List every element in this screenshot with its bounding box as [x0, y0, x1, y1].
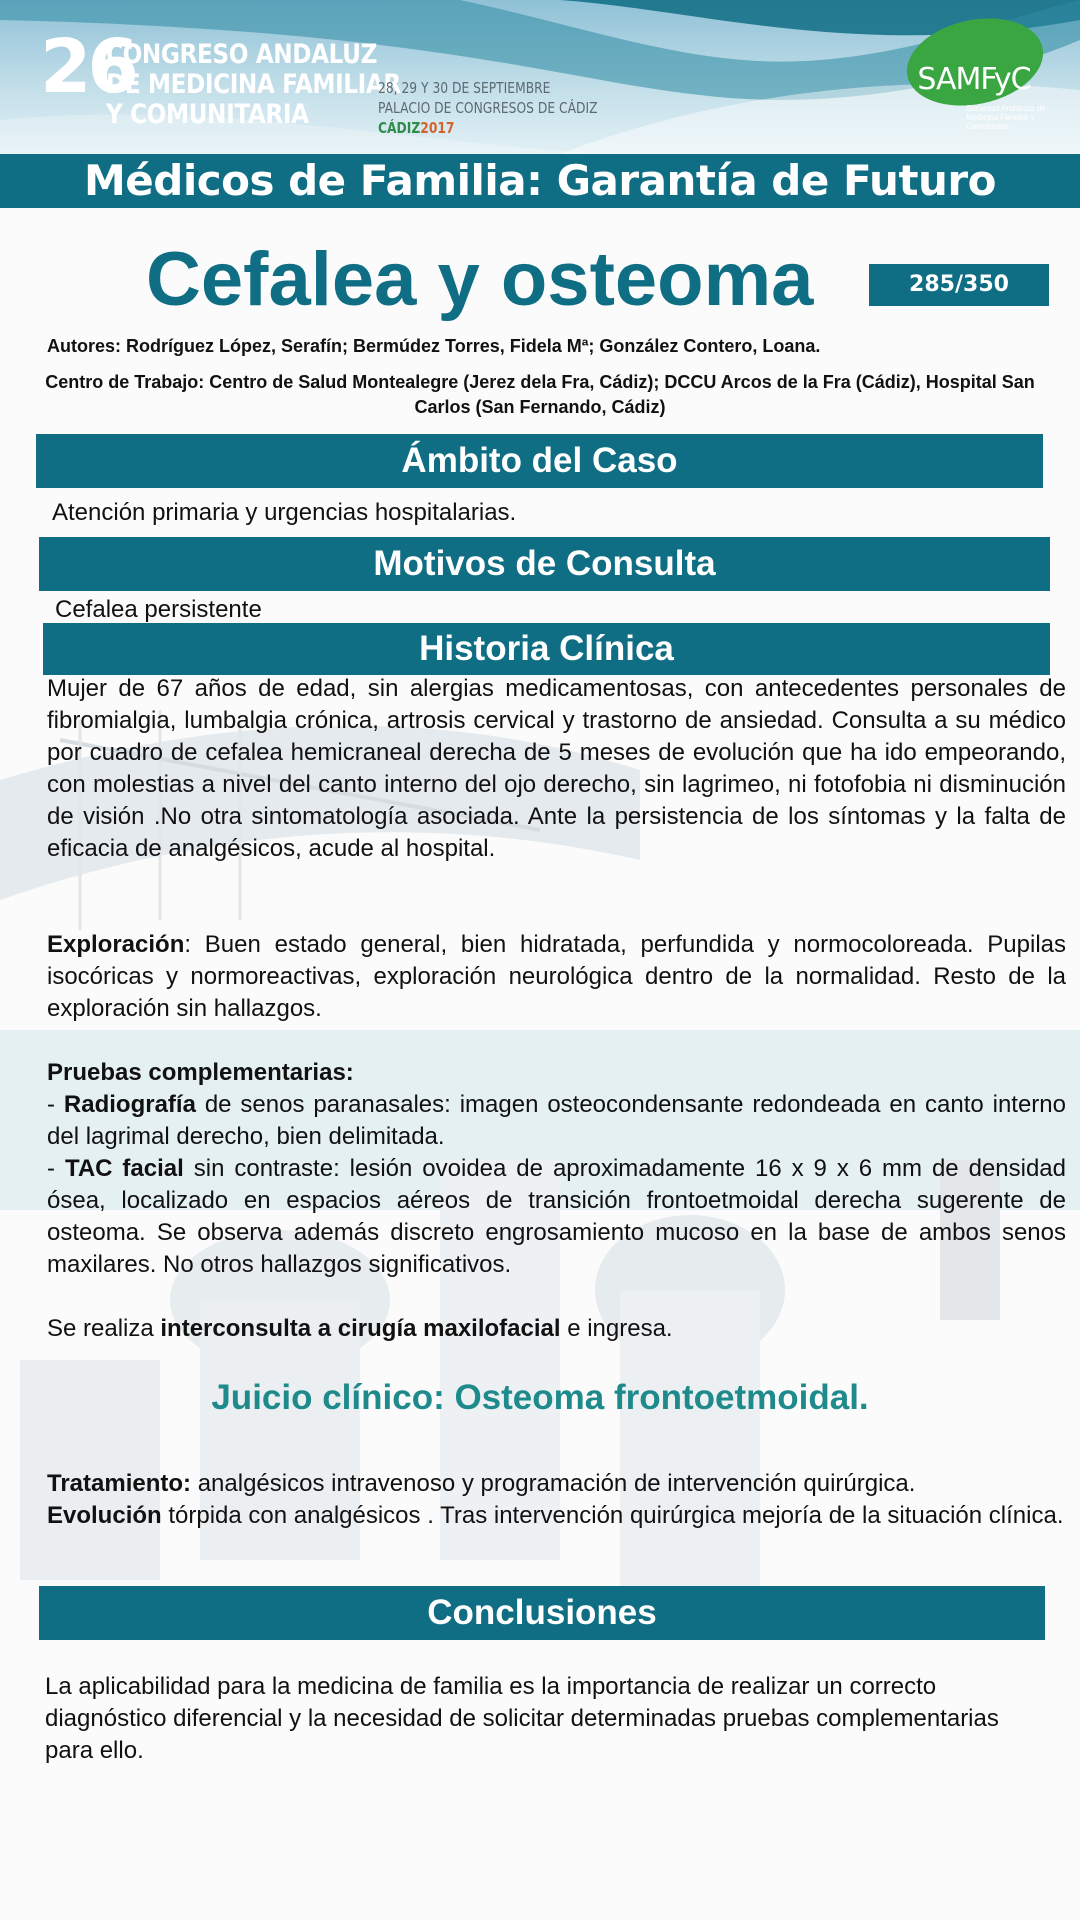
radiografia-text: de senos paranasales: imagen osteocondensante redondeada en canto interno del lagrimal derecho, bien delimitada. — [47, 1091, 1066, 1150]
tratamiento-label: Tratamiento: — [47, 1470, 192, 1497]
exploracion-text: : Buen estado general, bien hidratada, perfundida y normocoloreada. Pupilas isocóricas y normoreactivas, exploración neurológica dentro de la normalidad. Resto de la exploración sin hallazgos. — [47, 931, 1066, 1022]
exploracion-label: Exploración — [47, 931, 185, 958]
congress-title — [106, 40, 401, 130]
interconsulta-pre: Se realiza — [47, 1315, 161, 1342]
tac-prefix: - — [47, 1155, 65, 1182]
pruebas-label — [47, 1057, 1066, 1089]
tratamiento-text: analgésicos intravenoso y programación de intervención quirúrgica. — [191, 1470, 916, 1497]
pruebas-label-text: Pruebas complementarias: — [47, 1059, 354, 1086]
interconsulta-post: e ingresa. — [560, 1315, 673, 1342]
congress-venue: PALACIO DE CONGRESOS DE CÁDIZ — [378, 99, 598, 117]
radiografia-prefix: - — [47, 1091, 64, 1118]
congress-year: 2017 — [420, 119, 455, 137]
congress-title-line: CONGRESO ANDALUZ — [106, 39, 377, 70]
section-conclusiones-header: Conclusiones — [39, 1586, 1045, 1640]
slogan-bar: Médicos de Familia: Garantía de Futuro — [0, 154, 1080, 208]
page-title: Cefalea y osteoma — [146, 237, 814, 322]
evolucion-paragraph — [47, 1500, 1066, 1532]
ambito-text: Atención primaria y urgencias hospitalarias. — [52, 499, 517, 526]
congress-info — [378, 78, 598, 138]
tac-label: TAC facial — [64, 1155, 184, 1182]
interconsulta-paragraph — [47, 1313, 1066, 1345]
section-ambito-header: Ámbito del Caso — [36, 434, 1043, 488]
tac-paragraph — [47, 1153, 1066, 1281]
case-number-badge: 285/350 — [869, 264, 1049, 306]
evolucion-text: tórpida con analgésicos . Tras intervención quirúrgica mejoría de la situación clínica. — [161, 1502, 1064, 1529]
juicio-clinico: Juicio clínico: Osteoma frontoetmoidal. — [211, 1378, 869, 1417]
tratamiento-paragraph — [47, 1468, 1066, 1500]
exploracion-paragraph — [47, 929, 1066, 1025]
congress-city-year — [378, 118, 598, 138]
interconsulta-label: interconsulta a cirugía maxilofacial — [160, 1315, 561, 1342]
congress-number: 26 — [40, 24, 135, 110]
authors: Autores: Rodríguez López, Serafín; Bermúdez Torres, Fidela Mª; González Contero, Loana. — [47, 336, 821, 356]
congress-banner — [0, 0, 1080, 154]
congress-title-line: DE MEDICINA FAMILIAR — [106, 69, 401, 100]
logo-subtitle: Sociedad Andaluza de Medicina Familiar y Comunitaria — [966, 104, 1046, 131]
work-centers: Centro de Trabajo: Centro de Salud Montealegre (Jerez dela Fra, Cádiz); DCCU Arcos de la Fra (Cádiz), Hospital San Carlos (San Fernando, Cádiz) — [45, 372, 1035, 417]
radiografia-paragraph — [47, 1089, 1066, 1153]
congress-dates: 28, 29 Y 30 DE SEPTIEMBRE — [378, 79, 551, 97]
motivos-text: Cefalea persistente — [55, 596, 262, 623]
historia-intro: Mujer de 67 años de edad, sin alergias medicamentosas, con antecedentes personales de fibromialgia, lumbalgia crónica, artrosis cervical y trastorno de ansiedad. Consulta a su médico por cuadro de cefalea hemicraneal derecha de 5 meses de evolución que ha ido empeorando, con molestias a nivel del canto interno del ojo derecho, sin lagrimeo, ni fotofobia ni disminución de visión .No otra sintomatología asociada. Ante la persistencia de los síntomas y la falta de eficacia de analgésicos, acude al hospital. — [47, 675, 1066, 862]
logo-text: SAMFyC — [917, 62, 1031, 97]
samfyc-logo — [904, 20, 1044, 145]
section-historia-header: Historia Clínica — [43, 623, 1050, 675]
evolucion-label: Evolución — [47, 1502, 162, 1529]
congress-city: CÁDIZ — [378, 119, 421, 137]
conclusiones-text: La aplicabilidad para la medicina de familia es la importancia de realizar un correcto diagnóstico diferencial y la necesidad de solicitar determinadas pruebas complementarias para ello. — [45, 1673, 999, 1764]
section-motivos-header: Motivos de Consulta — [39, 537, 1050, 591]
radiografia-label: Radiografía — [63, 1091, 196, 1118]
congress-title-line: Y COMUNITARIA — [106, 99, 309, 130]
tac-text: sin contraste: lesión ovoidea de aproximadamente 16 x 9 x 6 mm de densidad ósea, localizado en espacios aéreos de transición frontoetmoidal derecha sugerente de osteoma. Se observa además discreto engrosamiento mucoso en la base de ambos senos maxilares. No otros hallazgos significativos. — [47, 1155, 1066, 1278]
